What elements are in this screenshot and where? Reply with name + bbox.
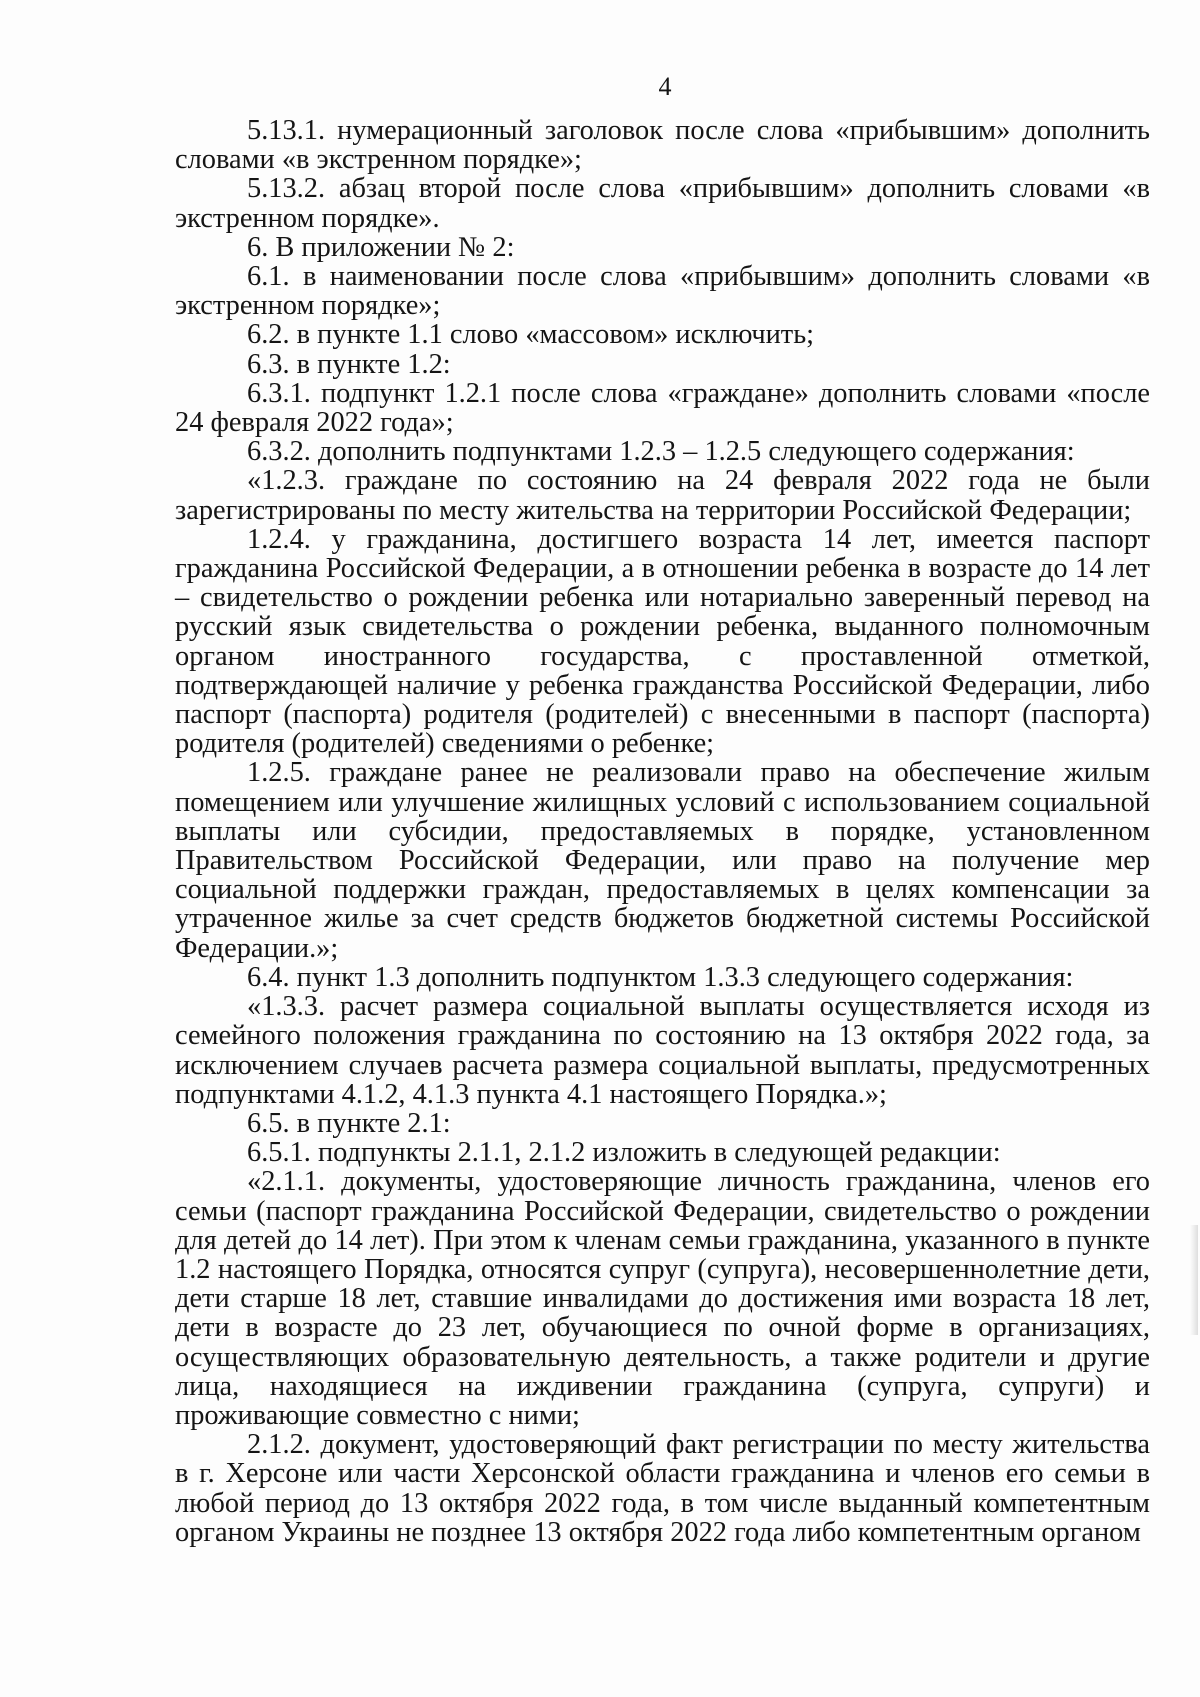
scan-edge-shadow	[1190, 1225, 1198, 1335]
paragraph-1-2-3: «1.2.3. граждане по состоянию на 24 февраля 2022 года не были зарегистрированы по месту жительства на территории Российской Федерации;	[175, 465, 1150, 526]
document-body	[175, 116, 1150, 1547]
paragraph-6-3: 6.3. в пункте 1.2:	[247, 348, 451, 380]
paragraph-6-5: 6.5. в пункте 2.1:	[247, 1107, 451, 1139]
paragraph-2-1-1: «2.1.1. документы, удостоверяющие личность гражданина, членов его семьи (паспорт гражданина Российской Федерации, свидетельство о рождении для детей до 14 лет). При этом к членам семьи гражданина, указанного в пункте 1.2 настоящего Порядка, относятся супруг (супруга), несовершеннолетние дети, дети старше 18 лет, ставшие инвалидами до достижения ими возраста 18 лет, дети в возрасте до 23 лет, обучающиеся по очной форме в организациях, осуществляющих образовательную деятельность, а также родители и другие лица, находящиеся на иждивении гражданина (супруга, супруги) и проживающие совместно с ними;	[175, 1166, 1150, 1431]
paragraph-5-13-2: 5.13.2. абзац второй после слова «прибывшим» дополнить словами «в экстренном порядке».	[175, 173, 1150, 234]
paragraph-6: 6. В приложении № 2:	[247, 231, 515, 263]
paragraph-2-1-2: 2.1.2. документ, удостоверяющий факт регистрации по месту жительства в г. Херсоне или части Херсонской области гражданина и членов его семьи в любой период до 13 октября 2022 года, в том числе выданный компетентным органом Украины не позднее 13 октября 2022 года либо компетентным органом	[175, 1429, 1150, 1548]
paragraph-1-2-4: 1.2.4. у гражданина, достигшего возраста 14 лет, имеется паспорт гражданина Российской Федерации, а в отношении ребенка в возрасте до 14 лет – свидетельство о рождении ребенка или нотариально заверенный перевод на русский язык свидетельства о рождении ребенка, выданного полномочным органом иностранного государства, с проставленной отметкой, подтверждающей наличие у ребенка гражданства Российской Федерации, либо паспорт (паспорта) родителя (родителей) с внесенными в паспорт (паспорта) родителя (родителей) сведениями о ребенке;	[175, 523, 1150, 760]
paragraph-6-5-1: 6.5.1. подпункты 2.1.1, 2.1.2 изложить в следующей редакции:	[247, 1137, 1001, 1169]
paragraph-1-2-5: 1.2.5. граждане ранее не реализовали право на обеспечение жилым помещением или улучшение жилищных условий с использованием социальной выплаты или субсидии, предоставляемых в порядке, установленном Правительством Российской Федерации, или право на получение мер социальной поддержки граждан, предоставляемых в целях компенсации за утраченное жилье за счет средств бюджетов бюджетной системы Российской Федерации.»;	[175, 757, 1150, 964]
paragraph-5-13-1: 5.13.1. нумерационный заголовок после слова «прибывшим» дополнить словами «в экстренном порядке»;	[175, 115, 1150, 176]
paragraph-6-3-2: 6.3.2. дополнить подпунктами 1.2.3 – 1.2.5 следующего содержания:	[247, 436, 1075, 468]
paragraph-1-3-3: «1.3.3. расчет размера социальной выплаты осуществляется исходя из семейного положения гражданина по состоянию на 13 октября 2022 года, за исключением случаев расчета размера социальной выплаты, предусмотренных подпунктами 4.1.2, 4.1.3 пункта 4.1 настоящего Порядка.»;	[175, 991, 1150, 1110]
paragraph-6-2: 6.2. в пункте 1.1 слово «массовом» исключить;	[247, 319, 815, 351]
page-number: 4	[658, 72, 672, 101]
paragraph-6-1: 6.1. в наименовании после слова «прибывшим» дополнить словами «в экстренном порядке»;	[175, 261, 1150, 322]
paragraph-6-4: 6.4. пункт 1.3 дополнить подпунктом 1.3.3 следующего содержания:	[247, 961, 1074, 993]
paragraph-6-3-1: 6.3.1. подпункт 1.2.1 после слова «граждане» дополнить словами «после 24 февраля 2022 года»;	[175, 377, 1150, 439]
